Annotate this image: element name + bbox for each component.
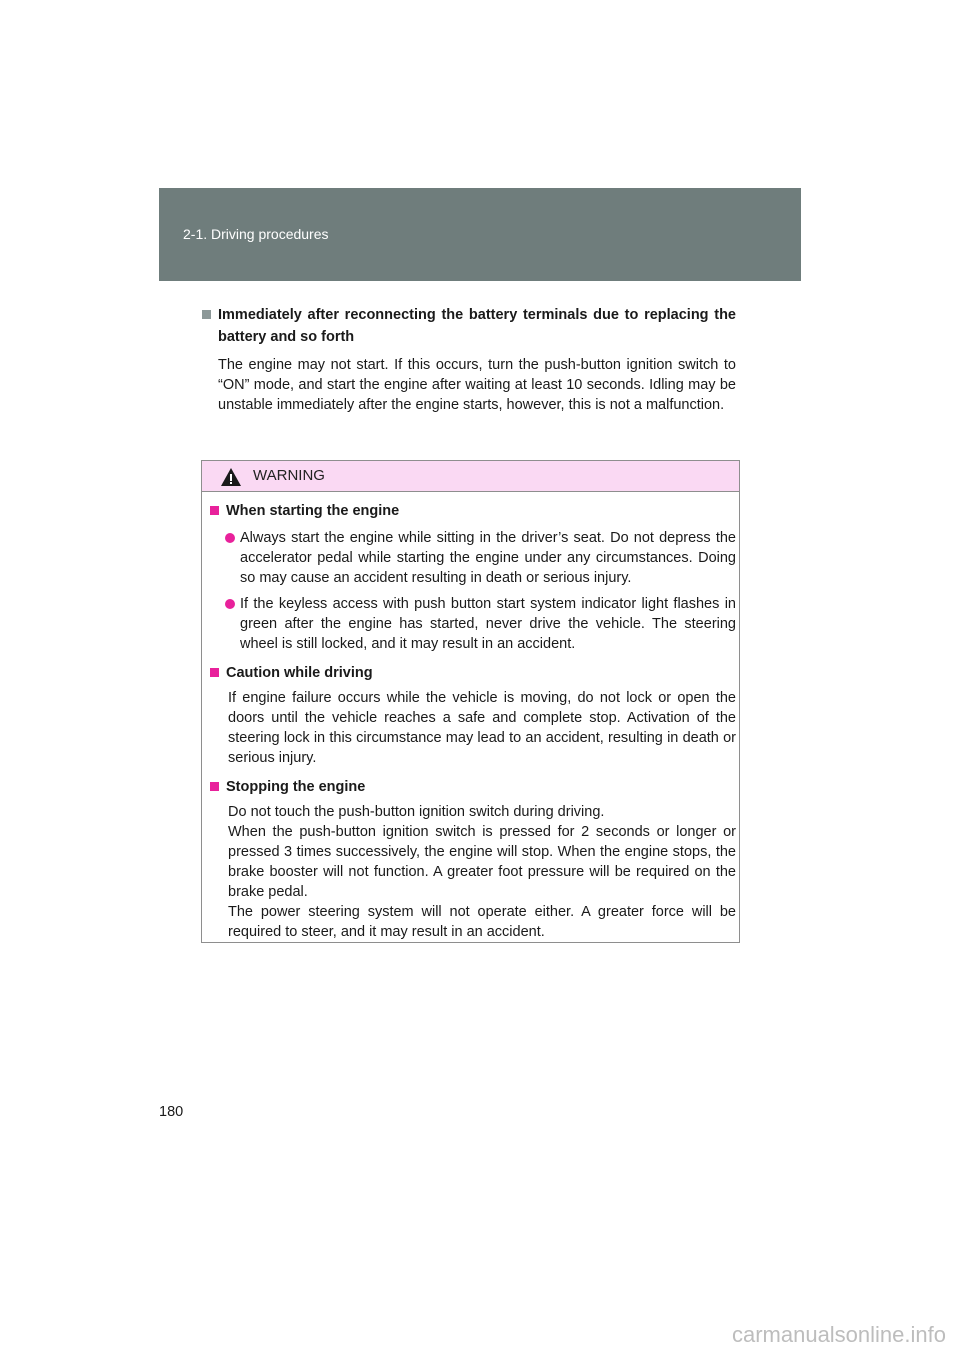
warning-bullet-text: If the keyless access with push button start system indicator light flashes in green after the engine has started, never drive the vehicle. The steering wheel is still locked, and it may result in an accident. xyxy=(240,596,736,652)
square-bullet-icon xyxy=(202,310,211,319)
warning-triangle-icon xyxy=(220,467,242,487)
warning-section-starting xyxy=(210,500,736,654)
warning-heading xyxy=(210,776,736,798)
warning-box xyxy=(201,460,740,943)
warning-heading xyxy=(210,500,736,522)
circle-bullet-icon xyxy=(225,599,235,609)
square-bullet-icon xyxy=(210,668,219,677)
warning-bullet-text: Always start the engine while sitting in the driver’s seat. Do not depress the accelerator pedal while starting the engine under any circumstances. Doing so may cause an accident resulting in death or serious injury. xyxy=(240,530,736,586)
square-bullet-icon xyxy=(210,506,219,515)
page-number: 180 xyxy=(159,1104,184,1120)
section-title: 2-1. Driving procedures xyxy=(183,226,329,242)
warning-header xyxy=(202,461,739,492)
warning-bullet xyxy=(225,594,736,654)
warning-paragraph: The power steering system will not operate either. A greater force will be required to steer, and it may result in an accident. xyxy=(228,904,736,940)
warning-heading-text: Caution while driving xyxy=(226,665,373,681)
warning-paragraph: When the push-button ignition switch is pressed for 2 seconds or longer or pressed 3 times successively, the engine will stop. When the engine stops, the brake booster will not function. A greater foot pressure will be required on the brake pedal. xyxy=(228,824,736,900)
warning-title: WARNING xyxy=(253,467,325,484)
section-header-bar xyxy=(159,188,801,281)
square-bullet-icon xyxy=(210,782,219,791)
warning-body xyxy=(228,802,736,942)
warning-content xyxy=(210,500,736,942)
intro-heading xyxy=(202,304,736,348)
warning-section-stopping xyxy=(210,776,736,942)
intro-section xyxy=(202,304,736,415)
warning-heading-text: When starting the engine xyxy=(226,503,400,519)
warning-section-caution xyxy=(210,662,736,768)
warning-heading xyxy=(210,662,736,684)
circle-bullet-icon xyxy=(225,533,235,543)
warning-body: If engine failure occurs while the vehicle is moving, do not lock or open the doors until the vehicle reaches a safe and complete stop. Activation of the steering lock in this circumstance may lead to an accident, resulting in death or serious injury. xyxy=(228,690,736,766)
watermark: carmanualsonline.info xyxy=(731,1322,946,1347)
warning-bullet xyxy=(225,528,736,588)
intro-body: The engine may not start. If this occurs, turn the push-button ignition switch to “ON” mode, and start the engine after waiting at least 10 seconds. Idling may be unstable immediately after the engine starts, however, this is not a malfunction. xyxy=(218,357,736,413)
warning-paragraph: Do not touch the push-button ignition switch during driving. xyxy=(228,804,605,820)
intro-heading-text: Immediately after reconnecting the battery terminals due to replacing the battery and so forth xyxy=(218,307,736,345)
warning-heading-text: Stopping the engine xyxy=(226,779,366,795)
